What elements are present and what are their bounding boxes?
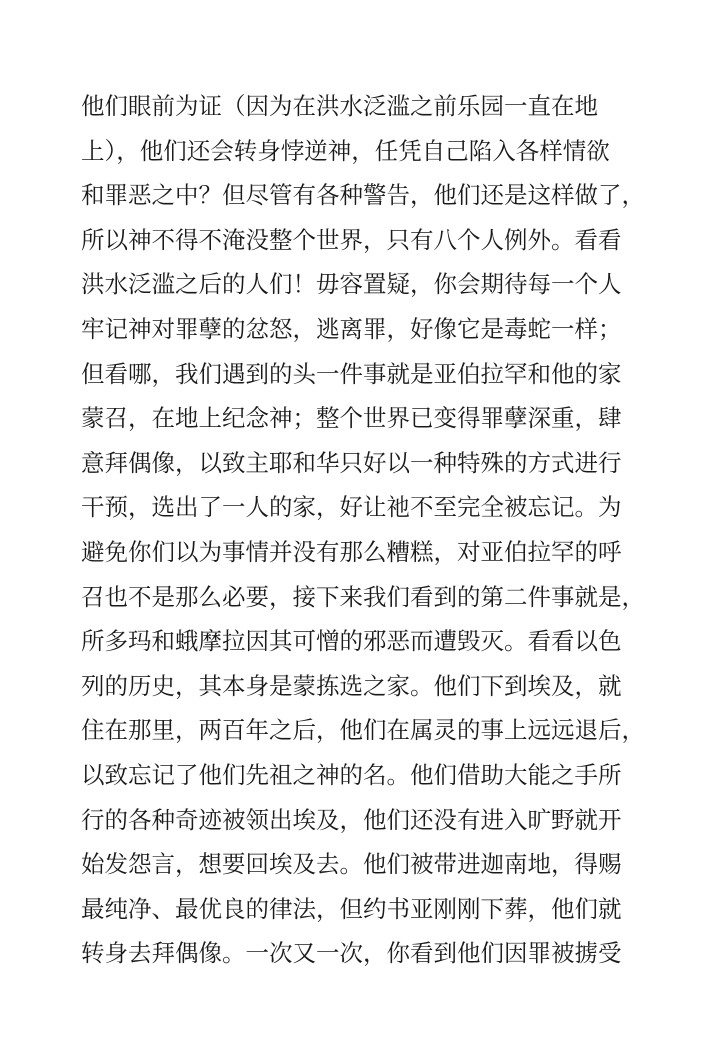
text-line: 避免你们以为事情并没有那么糟糕，对亚伯拉罕的呼 bbox=[81, 537, 622, 566]
text-line: 牢记神对罪孽的忿怒，逃离罪，好像它是毒蛇一样； bbox=[81, 314, 622, 343]
text-line: 他们眼前为证（因为在洪水泛滥之前乐园一直在地 bbox=[81, 92, 598, 120]
text-line: 所多玛和蛾摩拉因其可憎的邪恶而遭毁灭。看看以色 bbox=[81, 627, 622, 656]
body-text bbox=[81, 84, 681, 976]
text-line: 召也不是那么必要，接下来我们看到的第二件事就是， bbox=[81, 582, 645, 611]
text-line: 转身去拜偶像。一次又一次，你看到他们因罪被掳受 bbox=[81, 939, 622, 968]
text-line: 但看哪，我们遇到的头一件事就是亚伯拉罕和他的家 bbox=[81, 359, 622, 388]
text-line: 上），他们还会转身悖逆神，任凭自己陷入各样情欲 bbox=[81, 136, 610, 165]
text-line: 所以神不得不淹没整个世界，只有八个人例外。看看 bbox=[81, 225, 622, 254]
text-line: 列的历史，其本身是蒙拣选之家。他们下到埃及，就 bbox=[81, 671, 622, 700]
text-line: 干预，选出了一人的家，好让祂不至完全被忘记。为 bbox=[81, 493, 622, 522]
text-line: 意拜偶像，以致主耶和华只好以一种特殊的方式进行 bbox=[81, 448, 622, 477]
text-line: 住在那里，两百年之后，他们在属灵的事上远远退后， bbox=[81, 716, 645, 745]
text-line: 洪水泛滥之后的人们！毋容置疑，你会期待每一个人 bbox=[81, 270, 622, 299]
text-line: 以致忘记了他们先祖之神的名。他们借助大能之手所 bbox=[81, 760, 622, 789]
text-line: 和罪恶之中？但尽管有各种警告，他们还是这样做了， bbox=[81, 181, 645, 210]
text-line: 行的各种奇迹被领出埃及，他们还没有进入旷野就开 bbox=[81, 805, 622, 834]
text-line: 最纯净、最优良的律法，但约书亚刚刚下葬，他们就 bbox=[81, 894, 622, 923]
text-line: 蒙召，在地上纪念神；整个世界已变得罪孽深重，肆 bbox=[81, 404, 622, 433]
text-line: 始发怨言，想要回埃及去。他们被带进迦南地，得赐 bbox=[81, 850, 622, 879]
